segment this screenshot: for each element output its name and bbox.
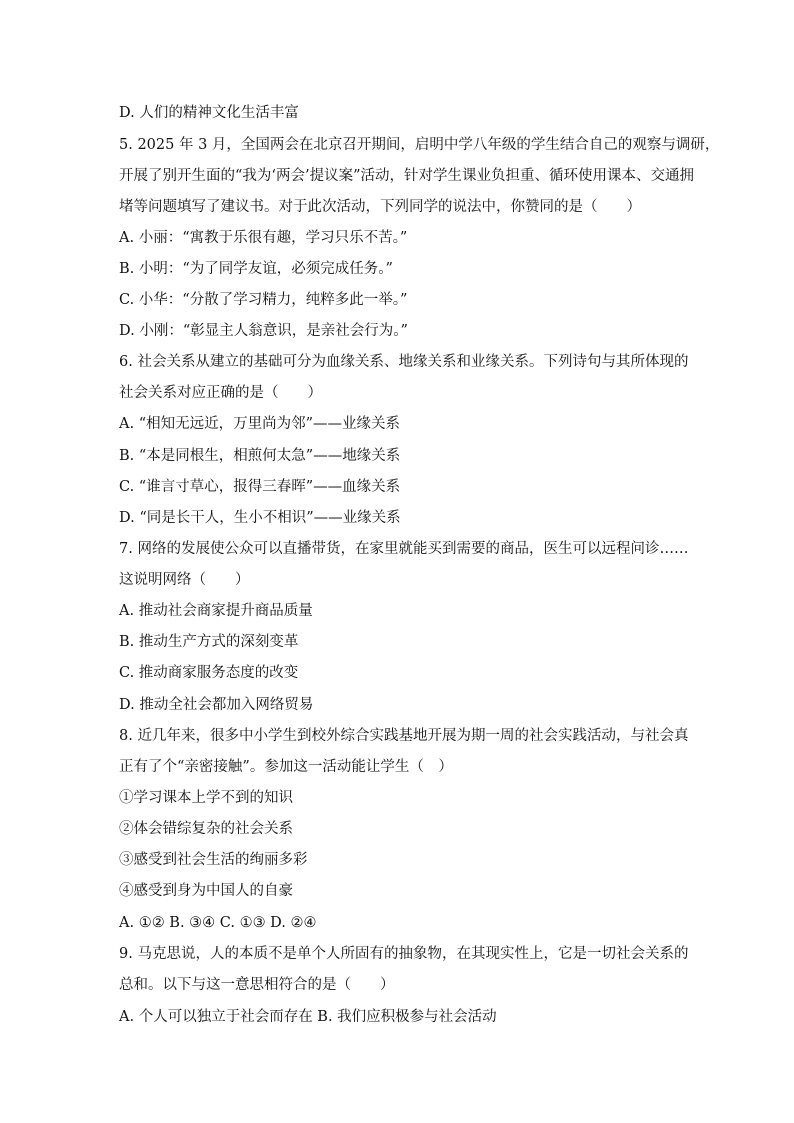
option-6b: B. “本是同根生，相煎何太急”——地缘关系 xyxy=(119,448,401,464)
option-5b: B. 小明：“为了同学友谊，必须完成任务。” xyxy=(119,261,393,277)
question-7-stem-line-1: 7. 网络的发展使公众可以直播带货，在家里就能买到需要的商品，医生可以远程问诊…… xyxy=(119,541,689,557)
question-5-stem-line-1: 5. 2025 年 3 月，全国两会在北京召开期间，启明中学八年级的学生结合自己的观察与调研， xyxy=(119,137,720,153)
option-7a: A. 推动社会商家提升商品质量 xyxy=(119,603,313,619)
question-7-stem-line-2: 这说明网络（ ） xyxy=(119,572,250,588)
option-5d: D. 小刚：“彰显主人翁意识，是亲社会行为。” xyxy=(119,323,408,339)
option-5c: C. 小华：“分散了学习精力，纯粹多此一举。” xyxy=(119,292,408,308)
option-6a: A. “相知无远近，万里尚为邻”——业缘关系 xyxy=(119,416,401,432)
question-8-stem-line-1: 8. 近几年来，很多中小学生到校外综合实践基地开展为期一周的社会实践活动，与社会真 xyxy=(119,728,689,744)
question-8-stem-line-2: 正有了个“亲密接触”。参加这一活动能让学生（ ） xyxy=(119,759,453,775)
option-6c: C. “谁言寸草心，报得三春晖”——血缘关系 xyxy=(119,479,401,495)
question-5-stem-line-3: 堵等问题填写了建议书。对于此次活动，下列同学的说法中，你赞同的是（ ） xyxy=(119,199,641,215)
option-6d: D. “同是长干人，生小不相识”——业缘关系 xyxy=(119,510,401,526)
question-9-options-ab: A. 个人可以独立于社会而存在 B. 我们应积极参与社会活动 xyxy=(119,1009,497,1025)
question-6-stem-line-2: 社会关系对应正确的是（ ） xyxy=(119,385,322,401)
option-4d: D. 人们的精神文化生活丰富 xyxy=(119,105,299,121)
option-5a: A. 小丽：“寓教于乐很有趣，学习只乐不苦。” xyxy=(119,230,408,246)
statement-8-2: ②体会错综复杂的社会关系 xyxy=(119,821,293,837)
question-6-stem-line-1: 6. 社会关系从建立的基础可分为血缘关系、地缘关系和业缘关系。下列诗句与其所体现的 xyxy=(119,354,689,370)
statement-8-3: ③感受到社会生活的绚丽多彩 xyxy=(119,852,308,868)
question-9-stem-line-2: 总和。以下与这一意思相符合的是（ ） xyxy=(119,977,395,993)
question-8-options: A. ①② B. ③④ C. ①③ D. ②④ xyxy=(119,915,317,931)
option-7c: C. 推动商家服务态度的改变 xyxy=(119,665,299,681)
statement-8-1: ①学习课本上学不到的知识 xyxy=(119,790,293,806)
statement-8-4: ④感受到身为中国人的自豪 xyxy=(119,883,293,899)
question-5-stem-line-2: 开展了别开生面的“我为‘两会’提议案”活动，针对学生课业负担重、循环使用课本、交通拥 xyxy=(119,168,695,184)
question-9-stem-line-1: 9. 马克思说，人的本质不是单个人所固有的抽象物，在其现实性上，它是一切社会关系的 xyxy=(119,946,689,962)
option-7d: D. 推动全社会都加入网络贸易 xyxy=(119,697,314,713)
option-7b: B. 推动生产方式的深刻变革 xyxy=(119,634,299,650)
